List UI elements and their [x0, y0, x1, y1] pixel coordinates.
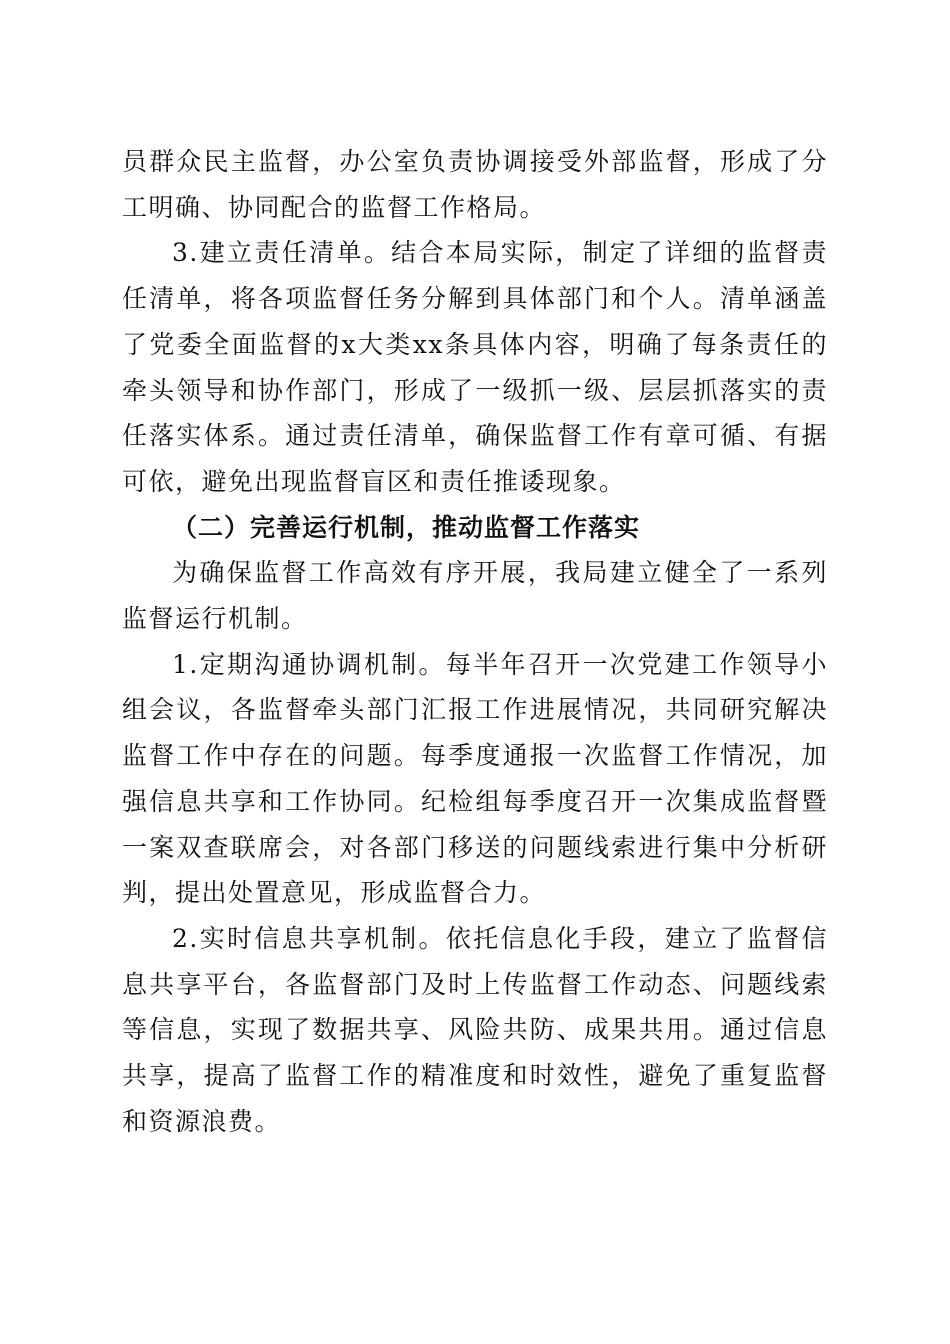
paragraph-communication-mechanism: 1.定期沟通协调机制。每半年召开一次党建工作领导小组会议，各监督牵头部门汇报工作进展情况，共同研究解决监督工作中存在的问题。每季度通报一次监督工作情况，加强信息共享和工作协同。纪检组每季度召开一次集成监督暨一案双查联席会，对各部门移送的问题线索进行集中分析研判，提出处置意见，形成监督合力。: [122, 649, 828, 908]
section-heading: （二）完善运行机制，推动监督工作落实: [172, 512, 641, 542]
paragraph-responsibility-list: 3.建立责任清单。结合本局实际，制定了详细的监督责任清单，将各项监督任务分解到具体部门和个人。清单涵盖了党委全面监督的x大类xx条具体内容，明确了每条责任的牵头领导和协作部门，形成了一级抓一级、层层抓落实的责任落实体系。通过责任清单，确保监督工作有章可循、有据可依，避免出现监督盲区和责任推诿现象。: [122, 238, 828, 496]
paragraph-continuation: 员群众民主监督，办公室负责协调接受外部监督，形成了分工明确、协同配合的监督工作格局。: [122, 147, 828, 222]
document-body: [122, 139, 828, 1144]
paragraph-mechanism-intro: 为确保监督工作高效有序开展，我局建立健全了一系列监督运行机制。: [122, 558, 828, 634]
paragraph-info-sharing-mechanism: 2.实时信息共享机制。依托信息化手段，建立了监督信息共享平台，各监督部门及时上传监督工作动态、问题线索等信息，实现了数据共享、风险共防、成果共用。通过信息共享，提高了监督工作的精准度和时效性，避免了重复监督和资源浪费。: [122, 923, 828, 1136]
